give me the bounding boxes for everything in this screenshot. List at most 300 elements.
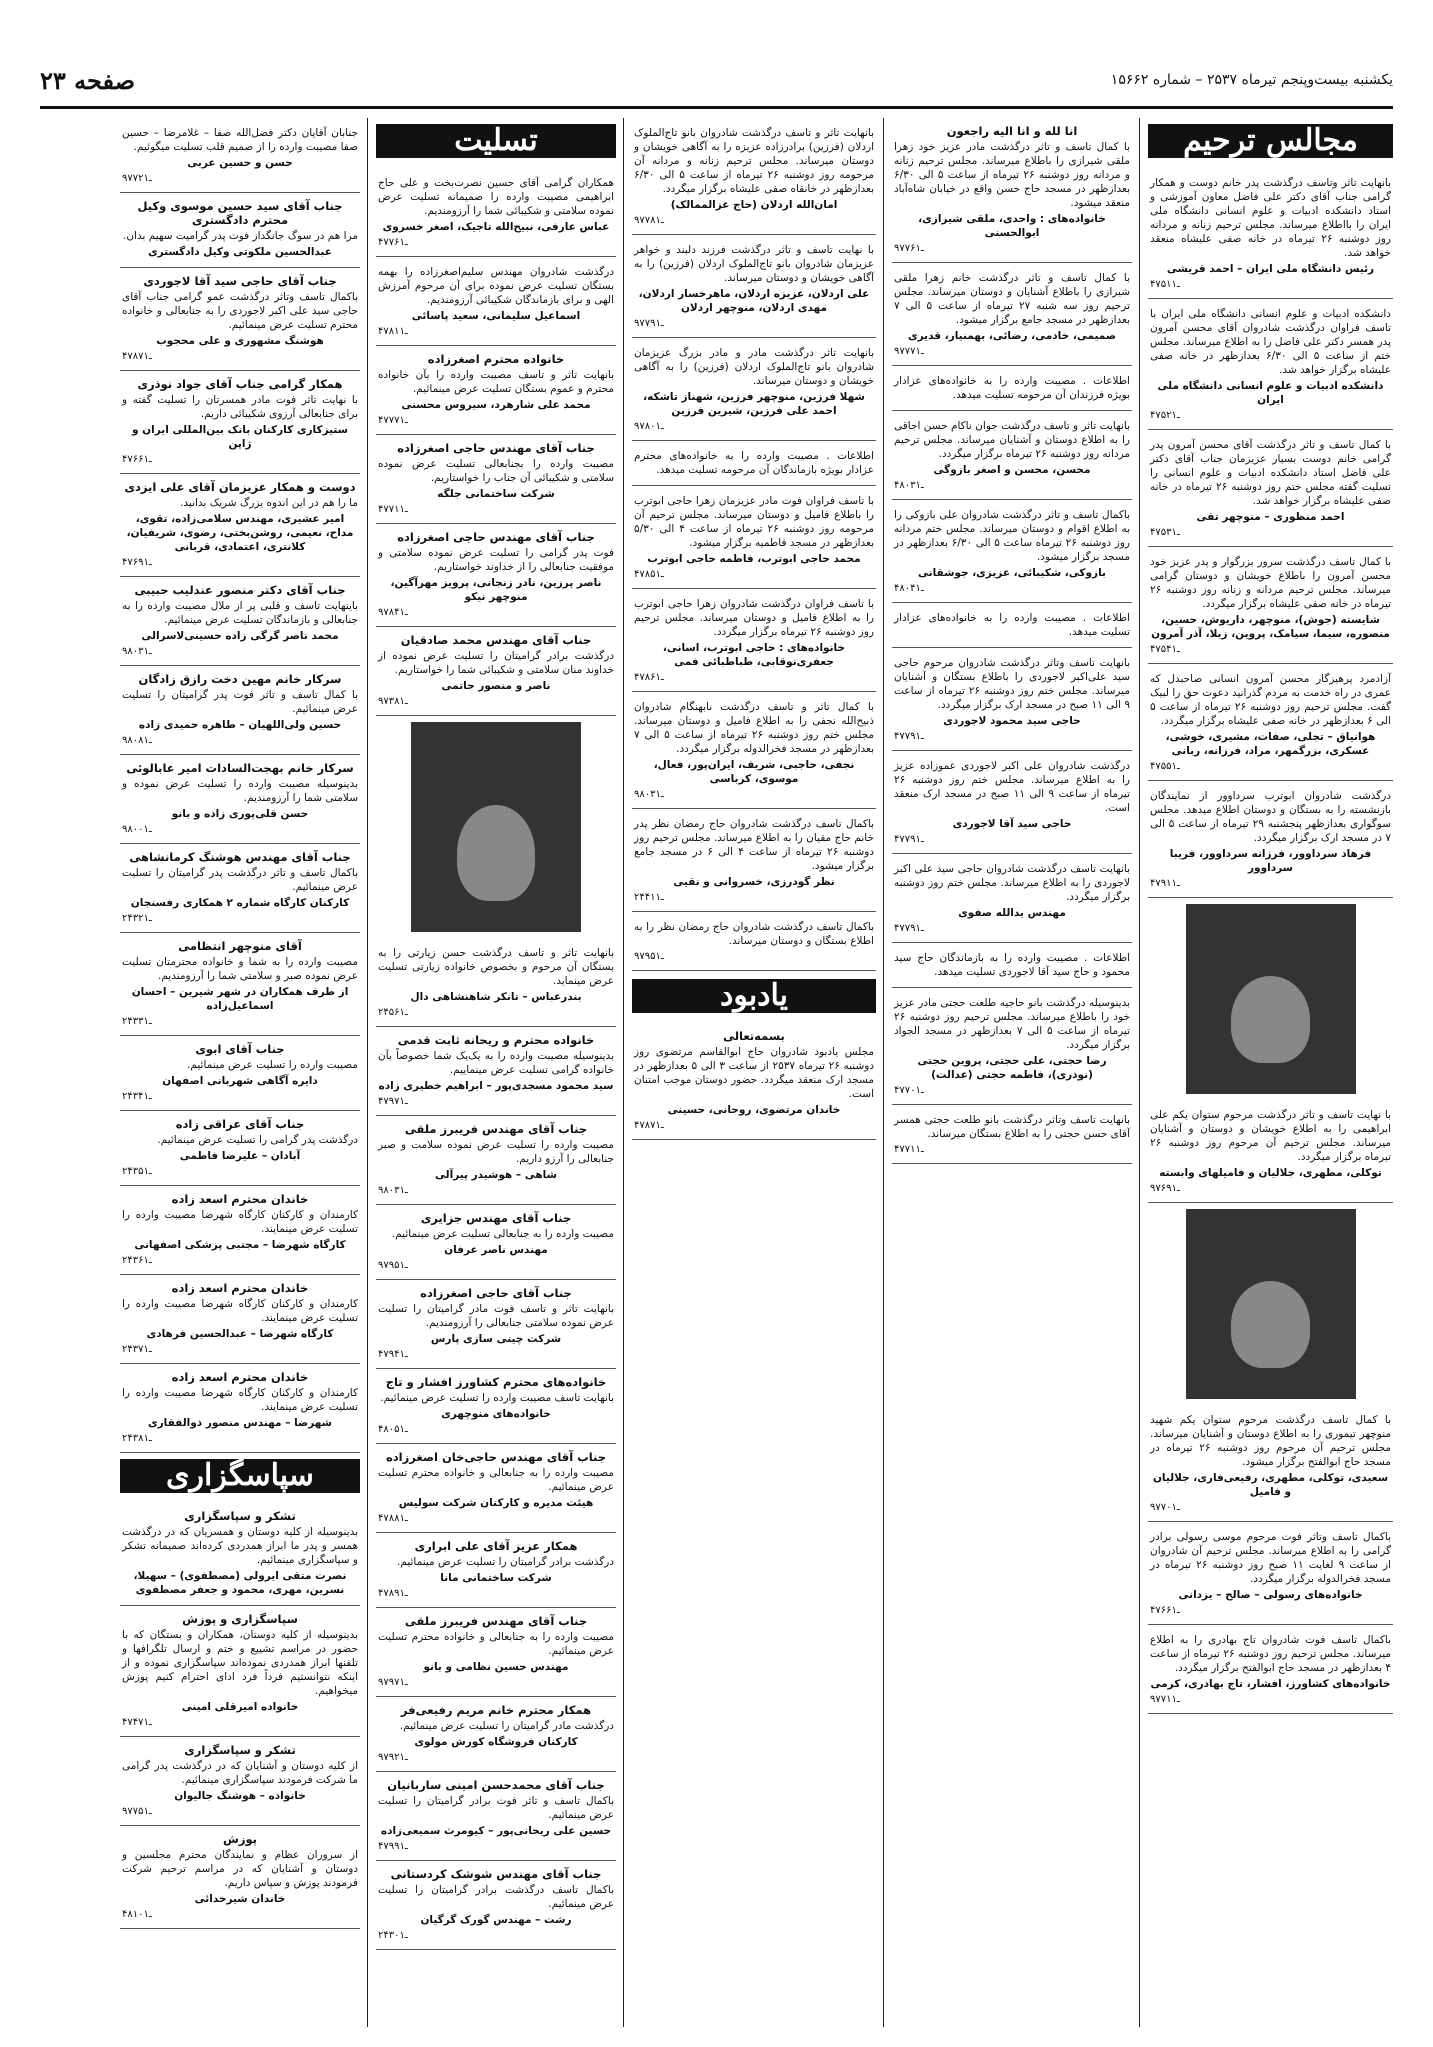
- page-number: صفحه ۲۳: [40, 65, 136, 95]
- notice-sign: هوشنگ مشهوری و علی محجوب: [156, 335, 324, 347]
- notice-title: جناب آقای مهندس جزایری: [420, 1211, 572, 1225]
- notice-sign: محسن، محسن و اصغر بازوگی: [933, 464, 1091, 476]
- notice-code: ۲۴۳۴ـ۱: [122, 1091, 152, 1102]
- notice: [1148, 781, 1393, 898]
- notice-title: سپاسگزاری و پوزش: [182, 1612, 298, 1626]
- notice-title: جناب آقای حاجی اصغرزاده: [420, 1286, 572, 1300]
- notice-body: بانهایت تاسف درگذشت شادروان حاجی سید علی اکبر لاجوردی را به اطلاع میرساند. مجلس ختم روز دوشنبه برگزار میگردد.: [894, 863, 1130, 903]
- notice: [120, 844, 360, 933]
- notice-title: انا لله و انا الیه راجعون: [946, 124, 1078, 138]
- notice: [120, 1503, 360, 1606]
- notice-sign: حسن و حسین عربی: [187, 157, 293, 169]
- notice-code: ۴۷۵۱ـ۱: [1150, 279, 1180, 290]
- notice-sign: هیئت مدیره و کارکنان شرکت سولیس: [398, 1497, 594, 1509]
- notice-body: باکمال تاسف وتاثر درگذشت عمو گرامی جناب آقای حاجی سید علی اکبر لاجوردی را به جنابعالی و خانواده محترم تسلیت عرض مینمائیم.: [122, 291, 358, 331]
- notice-list: [376, 168, 616, 1950]
- notice-code: ۴۷۶۹ـ۱: [122, 557, 152, 568]
- notice: [376, 1772, 616, 1861]
- notice-body: مصیبت وارده را به جنابعالی تسلیت عرض مینمائیم.: [391, 1228, 614, 1240]
- notice-sign: مهندس ناصر عرفان: [444, 1244, 548, 1256]
- notice-body: با کمال تاثر و تاسف درگذشت نابهنگام شادروان ذبیح‌الله نجفی را به اطلاع فامیل و دوستان میرساند. مجلس ختم روز دوشنبه ۲۶ تیرماه از ساعت ۵ الی ۷ بعدازظهر در مسجد فخرالدوله برگزار میگردد.: [634, 701, 874, 755]
- notice-body: بانهایت تاثر و تاسف درگذشت حسن زیارتی را به بستگان آن مرحوم و بخصوص خانواده زیارتی تسلیت عرض مینماید.: [378, 947, 614, 987]
- notice-sign: کارگاه شهرضا – مجتبی پزشکی اصفهانی: [134, 1239, 346, 1251]
- notice-title: سرکار خانم مهین دخت رازق زادگان: [138, 672, 342, 686]
- notice: [892, 263, 1132, 366]
- notice-sign: محمد ناصر گرگی زاده حسینی‌لاسرالی: [141, 630, 339, 642]
- banner-yadbud: یادبود: [632, 979, 876, 1013]
- notice-sign: دایره آگاهی شهربانی اصفهان: [162, 1075, 318, 1087]
- notice-body: اطلاعات . مصیبت وارده را به خانواده‌های عزادار بویژه فرزندان آن مرحومه تسلیت میدهد.: [894, 375, 1130, 401]
- notice: [892, 118, 1132, 263]
- notice-code: ۹۷۹۵ـ۱: [634, 951, 664, 962]
- notice-body: درگذشت شادروان علی اکبر لاجوردی عموزاده عزیز را به اطلاع میرساند. مجلس ختم روز دوشنبه ۲۶ تیرماه از ساعت ۹ الی ۱۱ صبح در مسجد ارک منعقد است.: [894, 760, 1130, 814]
- notice-sign: خانواده‌های : واحدی، ملقی شیرازی، ابوالحسنی: [918, 213, 1106, 239]
- notice-sign: کارکنان فروشگاه کورش مولوی: [414, 1736, 578, 1748]
- notice-body: از سروران عظام و نمایندگان محترم مجلسین و دوستان و آشنایان که در مراسم ترحیم شرکت فرمودند پوزش و سپاس داریم.: [122, 1849, 358, 1889]
- column-divider: [367, 118, 368, 2027]
- notice-body: همکاران گرامی آقای حسین نصرت‌بخت و علی حاج ابراهیمی مصیبت وارده را صمیمانه تسلیت عرض نموده سلامتی و شکیبائی شما را آرزومندیم.: [378, 177, 614, 217]
- notice-list: [1148, 168, 1393, 1714]
- notice: [120, 1111, 360, 1186]
- notice-sign: حاجی سید محمود لاجوردی: [943, 715, 1081, 727]
- notice: [632, 486, 876, 589]
- notice: [120, 1364, 360, 1453]
- notice: [376, 1027, 616, 1116]
- portrait-photo: [1186, 904, 1356, 1094]
- notice: [1148, 547, 1393, 664]
- notice-code: ۹۷۷۹ـ۱: [634, 318, 664, 329]
- notice-title: جناب آقای مهندس فریبرز ملقی: [404, 1122, 588, 1136]
- notice-sign: ستیزکاری کارکنان بانک بین‌المللی ایران و ژاپن: [131, 424, 348, 450]
- notice: [892, 500, 1132, 603]
- notice-body: درگذشت شادروان ابوترب سرداوور از نمایندگان بازنشسته را به بستگان و دوستان اطلاع میدهد. مجلس سوگواری بعدازظهر پنجشنبه ۲۹ تیرماه از ساعت ۵ الی ۷ در مسجد ارک برگزار میگردد.: [1150, 790, 1391, 844]
- notice-body: با نهایت تاسف و تاثر درگذشت مرحوم ستوان یکم علی ابراهیمی را به اطلاع خویشان و دوستان و آشنایان میرساند. مجلس ترحیم آن مرحوم روز دوشنبه ۲۶ تیرماه برگزار میگردد.: [1150, 1109, 1391, 1163]
- notice-body: بانهایت تاثر درگذشت مادر و مادر بزرگ عزیزمان شادروان بانو تاج‌الملوک اردلان (فرزین) را به آگاهی خویشان و دوستان میرساند.: [634, 347, 874, 387]
- notice-sign: هوانیاق – تجلی، صفات، مشیری، خوشی، عسکری، بزرگمهر، مراد، فرزانه، ربانی: [1165, 731, 1376, 757]
- notice-sign: رئیس دانشگاه ملی ایران – احمد قریشی: [1166, 263, 1375, 275]
- notice-code: ۹۸۰۳ـ۱: [122, 646, 152, 657]
- notice-code: ۹۷۷۷ـ۱: [894, 346, 924, 357]
- notice-code: ۹۷۹۵ـ۱: [378, 1260, 408, 1271]
- notice-sign: حسن قلی‌پوری زاده و بانو: [171, 808, 309, 820]
- notice: [892, 943, 1132, 988]
- notice-list: [632, 118, 876, 971]
- notice-body: ما را هم در این اندوه بزرگ شریک بدانید.: [180, 497, 358, 509]
- notice-code: ۴۷۴۷ـ۱: [122, 1717, 152, 1728]
- notice-body: اطلاعات . مصیبت وارده را به بازماندگان حاج سید محمود و حاج سید آقا لاجوردی تسلیت میدهد.: [894, 952, 1130, 978]
- notice-body: با نهایت تاسف و تاثر درگذشت فرزند دلبند و خواهر عزیزمان شادروان بانو تاج‌الملوک اردلان (فرزین) را به آگاهی خویشان و دوستان میرساند.: [634, 244, 874, 284]
- notice-sign: سید محمود مسجدی‌پور – ابراهیم خطیری زاده: [378, 1080, 614, 1092]
- notice: [120, 577, 360, 666]
- notice-body: مصیبت وارده را به جنابعالی و خانواده محترم تسلیت عرض مینمائیم.: [378, 1467, 614, 1493]
- banner-taslit: تسلیت: [376, 124, 616, 158]
- notice-title: جناب آقای حاجی سید آقا لاجوردی: [143, 274, 337, 288]
- notice-title: آقای منوچهر انتظامی: [178, 939, 302, 953]
- notice-body: بانهایت تاثر و تاسف مصیبت وارده را بآن خانواده محترم و عموم بستگان تسلیت عرض مینمائیم.: [378, 369, 614, 395]
- notice-body: درگذشت برادر گرامیتان را تسلیت عرض نموده از خداوند منان سلامتی و شکیبائی شما را خواستاریم.: [378, 650, 614, 676]
- notice-body: بانهایت تاثر و تاسف درگذشت جوان ناکام حسن اجاقی را به اطلاع دوستان و آشنایان میرساند. مجلس ترحیم مردانه روز دوشنبه ۲۶ تیرماه برگزار میگردد.: [894, 420, 1130, 460]
- notice-code: ۹۷۷۶ـ۱: [894, 243, 924, 254]
- notice-body: کارمندان و کارکنان کارگاه شهرضا مصیبت وارده را تسلیت عرض مینمایند.: [122, 1298, 358, 1324]
- notice-code: ۴۸۰۳ـ۱: [894, 480, 924, 491]
- newspaper-header: [40, 60, 1393, 100]
- notice: [1148, 1100, 1393, 1203]
- notice-code: ۴۷۵۴ـ۱: [1150, 644, 1180, 655]
- notice: [1148, 1522, 1393, 1625]
- notice-code: ۴۷۵۲ـ۱: [1150, 410, 1180, 421]
- notice-title: همکار گرامی جناب آقای جواد نوذری: [137, 377, 343, 391]
- notice: [376, 1861, 616, 1950]
- notice-body: باینهایت تاسف و قلبی پر از ملال مصیبت وارده را به جنابعالی و بازماندگان تسلیت عرض مینمائیم.: [122, 600, 358, 626]
- notice: [120, 666, 360, 755]
- notice-code: ۴۷۸۱ـ۱: [378, 326, 408, 337]
- notice-code: ۴۷۷۹ـ۱: [894, 834, 924, 845]
- notice-title: جناب آقای مهندس فریبرز ملقی: [404, 1614, 588, 1628]
- notice: [120, 268, 360, 371]
- notice-sign: بندرعباس – تانکر شاهنشاهی دال: [410, 991, 582, 1003]
- notice: [632, 441, 876, 486]
- notice-body: مصیبت وارده را بجنابعالی تسلیت عرض نموده سلامتی و شکیبائی آن جناب را خواستاریم.: [378, 458, 614, 484]
- notice-code: ۲۴۴۱ـ۱: [634, 892, 664, 903]
- notice: [892, 366, 1132, 411]
- notice-code: ۴۷۶۶ـ۱: [1150, 1605, 1180, 1616]
- notice: [376, 1205, 616, 1280]
- notice-code: ۴۷۸۸ـ۱: [378, 1513, 408, 1524]
- notice: [632, 692, 876, 809]
- notice-body: اطلاعات . مصیبت وارده را به خانواده‌های عزادار تسلیت میدهد.: [894, 612, 1130, 638]
- notice-sign: شاهی – هوشیدر پیرآلی: [435, 1169, 557, 1181]
- notice-list: [120, 118, 360, 1929]
- notice-sign: محمد علی شارهرد، سیروس محسنی: [401, 399, 591, 411]
- notice: [1148, 168, 1393, 299]
- notice-sign: نظر گودرزی، خسروانی و نقیی: [673, 876, 835, 888]
- column-4: [376, 118, 616, 2027]
- notice-code: ۹۷۷۰ـ۱: [1150, 1502, 1180, 1513]
- notice-title: تشکر و سپاسگزاری: [184, 1509, 296, 1523]
- notice-code: ۴۷۵۵ـ۱: [1150, 761, 1180, 772]
- notice-sign: صمیمی، خادمی، رضائی، بهمنیار، قدیری: [908, 330, 1116, 342]
- notice-body: بدینوسیله از کلیه دوستان و همسریان که در درگذشت همسر و پدر ما ابراز همدردی کرده‌اند صمیمانه تشکر و سپاسگزاری مینمائیم.: [122, 1526, 358, 1566]
- notice-code: ۹۸۰۳ـ۱: [378, 1185, 408, 1196]
- notice: [120, 1275, 360, 1364]
- notice-code: ۲۴۳۲ـ۱: [122, 913, 152, 924]
- notice-code: ۴۷۷۹ـ۱: [894, 923, 924, 934]
- notice-body: درگذشت شادروان مهندس سلیم‌اصغرزاده را بهمه بستگان تسلیت عرض نموده برای آن مرحوم آمرزش الهی و برای بازماندگان شکیبائی آرزومندیم.: [378, 266, 614, 306]
- notice-sign: خانواده‌های منوچهری: [441, 1408, 551, 1420]
- notice-code: ۲۴۳۳ـ۱: [122, 1016, 152, 1027]
- notice-sign: حسین ولی‌اللهیان – طاهره حمیدی زاده: [138, 719, 342, 731]
- notice-code: ۹۸۰۳ـ۱: [634, 789, 664, 800]
- notice-body: با نهایت تاثر فوت مادر همسرتان را تسلیت گفته و برای جنابعالی آرزوی شکیبائی داریم.: [122, 394, 358, 420]
- portrait-head: [1231, 976, 1309, 1063]
- notice: [120, 933, 360, 1036]
- notice-sign: خانواده‌های : حاجی ابوترب، اسانی، جعفری‌نوقابی، طباطبائی فمی: [662, 642, 846, 668]
- notice-sign: مهندس یدالله صفوی: [958, 907, 1066, 919]
- notice-sign: شهلا فرزین، منوچهر فرزین، شهناز تاشکه، احمد علی فرزین، شیرین فرزین: [643, 391, 865, 417]
- notice-title: خانواده محترم اصغرزاده: [427, 352, 565, 366]
- notice-body: بدینوسیله مصیبت وارده را تسلیت عرض نموده و سلامتی شما را آرزومندیم.: [122, 778, 358, 804]
- notice-code: ۴۷۹۴ـ۱: [378, 1349, 408, 1360]
- notice-body: بانهایت تاسف وتاثر درگذشت شادروان مرحوم حاجی سید علی‌اکبر لاجوردی را باطلاع بستگان و آشنایان میرساند. مجلس ختم روز دوشنبه ۲۶ تیرماه از ساعت ۹ الی ۱۱ صبح در مسجد ارک برگزار میگردد.: [894, 657, 1130, 711]
- notice-code: ۹۷۷۵ـ۱: [122, 1806, 152, 1817]
- notice-sign: شرکت ساختمانی جلگه: [437, 488, 555, 500]
- notice-code: ۴۷۷۱ـ۱: [894, 1144, 924, 1155]
- notice-sign: دانشکده ادبیات و علوم انسانی دانشگاه ملی ایران: [1157, 380, 1384, 406]
- notice-sign: نصرت متقی ایرولی (مصطفوی) – سهیلا، نسرین، مهری، محمود و جعفر مصطفوی: [133, 1570, 347, 1596]
- notice-body: مرا هم در سوگ جانگداز فوت پدر گرامیت سهیم بدان.: [122, 230, 358, 242]
- notice-title: جناب آقای محمدحسن امینی ساربانیان: [387, 1778, 605, 1792]
- notice-title: جناب آقای عراقی زاده: [175, 1117, 305, 1131]
- notice-code: ۴۷۷۰ـ۱: [894, 1085, 924, 1096]
- notice: [376, 1608, 616, 1697]
- notice-body: مصیبت وارده را تسلیت عرض نموده سلامت و صبر جنابعالی را آرزو داریم.: [378, 1139, 614, 1165]
- notice-body: بدینوسیله درگذشت بانو حاجیه طلعت حجتی مادر عزیز خود را باطلاع میرساند. مجلس ترحیم روز دوشنبه ۲۶ تیرماه از ساعت ۵ الی ۷ بعدازظهر در مسجد الجواد برگزار میگردد.: [894, 997, 1130, 1051]
- notice: [1148, 1625, 1393, 1714]
- notice-code: ۴۷۷۹ـ۱: [894, 731, 924, 742]
- notice: [376, 346, 616, 435]
- notice: [892, 751, 1132, 854]
- notice-sign: امیر عشیری، مهندس سلامی‌زاده، تقوی، مداح، نعیمی، روشن‌بختی، رضوی، شریفیان، کلانتری، اعتمادی، قربانی: [126, 513, 354, 553]
- notice: [632, 338, 876, 441]
- notice-body: مصیبت وارده را تسلیت عرض مینمائیم.: [187, 1059, 358, 1071]
- notice-code: ۹۷۶۹ـ۱: [1150, 1183, 1180, 1194]
- notice-sign: اسماعیل سلیمانی، سعید پاسائی: [411, 310, 581, 322]
- notice-code: ۹۷۸۴ـ۱: [378, 607, 408, 618]
- notice: [376, 627, 616, 716]
- notice-sign: شرکت ساختمانی مانا: [440, 1572, 552, 1584]
- notice-body: کارمندان و کارکنان کارگاه شهرضا مصیبت وارده را تسلیت عرض مینمایند.: [122, 1387, 358, 1413]
- notice-sign: رضا حجتی، علی حجتی، پروین حجتی (نوذری)، فاطمه حجتی (عدالت): [917, 1055, 1107, 1081]
- notice-title: جناب آقای مهندس محمد صادقیان: [400, 633, 592, 647]
- notice-body: آزادمرد پرهیزگار محسن آمرون انسانی صاحبدل که عمری در راه خدمت به مردم گذرانید دعوت حق را لبیک گفت. مجلس ترحیم روز دوشنبه ۲۶ تیرماه از ساعت ۵ الی ۶ بعدازظهر در خانه صفی علیشاه برگزار میگردد.: [1150, 673, 1391, 727]
- notice: [376, 938, 616, 1027]
- notice-sign: عبدالحسین ملکوتی وکیل دادگستری: [148, 246, 332, 258]
- notice: [120, 193, 360, 268]
- notice-sign: شرکت چینی سازی پارس: [430, 1333, 562, 1345]
- notice-body: با کمال تاسف و تاثر درگذشت خانم زهرا ملقی شیرازی را باطلاع آشنایان و دوستان میرساند. مجلس ترحیم روز سه شنبه ۲۷ تیرماه از ساعت ۵ الی ۷ بعدازظهر در مسجد جامع برگزار میشود.: [894, 272, 1130, 326]
- notice: [120, 1036, 360, 1111]
- notice-title: سرکار خانم بهجت‌السادات امیر عابالوئی: [126, 761, 354, 775]
- notice-sign: حسین علی ریحانی‌پور – کیومرث سمیعی‌زاده: [380, 1825, 612, 1837]
- notice-code: ۲۴۳۶ـ۱: [122, 1255, 152, 1266]
- notice: [120, 1737, 360, 1826]
- notice-code: ۹۷۷۲ـ۱: [122, 173, 152, 184]
- notice-code: ۹۷۷۸ـ۱: [634, 215, 664, 226]
- notice-body: باکمال تاسف و تاثر فوت برادر گرامیتان را تسلیت عرض مینمائیم.: [378, 1795, 614, 1821]
- notice: [632, 118, 876, 235]
- notice-code: ۲۴۳۵ـ۱: [122, 1166, 152, 1177]
- notice-body: درگذشت برادر گرامیتان را تسلیت عرض مینمائیم.: [397, 1556, 614, 1568]
- notice: [376, 1533, 616, 1608]
- notice-body: بانهایت تاثر و تاسف درگذشت شادروان بانو تاج‌الملوک اردلان (فرزین) برادرزاده عزیزه را به آگاهی خویشان و دوستان میرساند. مجلس ترحیم زنانه و مردانه آن مرحومه روز دوشنبه ۲۶ تیرماه از ساعت ۵ الی ۶/۳۰ بعدازظهر در خانقاه صفی علیشاه برگزار میگردد.: [634, 127, 875, 195]
- notice: [376, 1116, 616, 1205]
- notice-sign: آبادان – علیرضا فاطمی: [179, 1150, 301, 1162]
- notice-body: فوت پدر گرامی را تسلیت عرض نموده سلامتی و موفقیت جنابعالی را از خداوند خواستاریم.: [378, 547, 614, 573]
- notice-code: ۴۸۰۴ـ۱: [894, 583, 924, 594]
- notice-code: ۴۷۷۷ـ۱: [378, 415, 408, 426]
- header-rule: [40, 106, 1393, 109]
- notice-body: دانشکده ادبیات و علوم انسانی دانشگاه ملی ایران با تاسف فراوان درگذشت شادروان آقای محسن آمرون پدر همسر دکتر علی فاضل را به اطلاع میرساند. مجلس ختم از ساعت ۵ الی ۶/۳۰ بعدازظهر در خانه صفی علیشاه برگزار خواهد شد.: [1150, 308, 1391, 376]
- notice-body: بدینوسیله از کلیه دوستان، همکاران و بستگان که با حضور در مراسم تشییع و ختم و ارسال تلگرافها و تلفنها ابراز همدردی نموده‌اند سپاسگزاری نموده و از اینکه نتوانستیم فرداً فرد ادای احترام کنیم پوزش میخواهیم.: [122, 1629, 358, 1697]
- notice-title: جناب آقای مهندس حاجی اصغرزاده: [397, 530, 595, 544]
- notice-sign: بازوکی، شکیبائی، عزیزی، جوشقانی: [918, 567, 1106, 579]
- notice: [376, 1697, 616, 1772]
- notice-code: ۹۷۹۲ـ۱: [378, 1752, 408, 1763]
- notice-code: ۴۷۹۷ـ۱: [378, 1096, 408, 1107]
- column-divider: [1139, 118, 1140, 2027]
- notice: [1148, 299, 1393, 430]
- notice-body: اطلاعات . مصیبت وارده را به خانواده‌های محترم عزادار بویژه بازماندگان آن مرحومه تسلیت میدهد.: [634, 450, 874, 476]
- notice-code: ۲۴۵۶ـ۱: [378, 1007, 408, 1018]
- notice-body: باکمال تاسف فوت شادروان تاج بهادری را به اطلاع میرساند. مجلس ترحیم روز دوشنبه ۲۶ تیرماه از ساعت ۴ بعدازظهر در مسجد حاج ابوالفتح برگزار میگردد.: [1150, 1634, 1391, 1674]
- column-divider: [623, 118, 624, 2027]
- notice: [632, 809, 876, 912]
- notice-sign: حاجی سید آقا لاجوردی: [952, 818, 1072, 830]
- notice-list: [892, 118, 1132, 1164]
- notice: [376, 1369, 616, 1444]
- notice-sign: کارگاه شهرضا – عبدالحسین فرهادی: [146, 1328, 334, 1340]
- notice-title: خانواده محترم و ریحانه ثابت قدمی: [397, 1033, 595, 1047]
- notice-body: با کمال تاسف و تاثر فوت پدر گرامیتان را تسلیت عرض مینمائیم.: [122, 689, 358, 715]
- notice: [892, 988, 1132, 1105]
- notice-sign: خانواده‌های رسولی – صالح – یزدانی: [1178, 1589, 1363, 1601]
- notice-body: بانهایت تاسف مصیبت وارده را تسلیت عرض مینمائیم.: [380, 1392, 614, 1404]
- notice-sign: ناصر پرزین، نادر زنجانی، پرویز مهرآگین، منوچهر نیکو: [390, 577, 602, 603]
- notice-sign: احمد منظوری – منوچهر تقی: [1196, 511, 1345, 523]
- notice: [892, 411, 1132, 500]
- notice-code: ۴۷۷۱ـ۱: [378, 504, 408, 515]
- notice-code: ۴۷۵۳ـ۱: [1150, 527, 1180, 538]
- notice: [1148, 1405, 1393, 1522]
- notice-sign: از طرف همکاران در شهر شیرین – احسان اسماعیل‌زاده: [131, 986, 349, 1012]
- notice-sign: رشت – مهندس گورک گرگیان: [420, 1914, 572, 1926]
- notice-title: تشکر و سپاسگزاری: [184, 1743, 296, 1757]
- notice-title: جناب آقای مهندس حاجی اصغرزاده: [397, 441, 595, 455]
- notice-sign: خاندان شیرخدائی: [194, 1893, 286, 1905]
- notice-code: ۴۷۶۶ـ۱: [122, 454, 152, 465]
- notice-body: با تاسف فراوان فوت مادر عزیزمان زهرا حاجی ابوترب را باطلاع فامیل و دوستان میرساند. مجلس ترحیم آن مرحومه روز دوشنبه ۲۶ تیرماه از ساعت ۴ الی ۵/۳۰ بعدازظهر در مسجد فاطمیه برگزار میشود.: [634, 495, 875, 549]
- notice-title: خاندان محترم اسعد زاده: [171, 1370, 309, 1384]
- notice-sign: کارکنان کارگاه شماره ۲ همکاری رفسنجان: [130, 897, 350, 909]
- column-2: [892, 118, 1132, 2027]
- notice-body: با کمال تاسف و تاثر درگذشت آقای محسن آمرون پدر گرامی خانم دوست بسیار عزیزمان جناب آقای دکتر علی فاضل استاد دانشکده ادبیات و علوم انسانی را تسلیت گفته مجلس ختم روز دوشنبه ۲۶ تیرماه در خانه صفی علیشاه برگزار خواهد شد.: [1150, 439, 1391, 507]
- notice: [376, 257, 616, 346]
- notice-sign: خانواده‌های کشاورز، افشار، تاج بهادری، کرمی: [1150, 1678, 1391, 1690]
- notice-body: باکمال تاسف و تاثر درگذشت پدر گرامیتان را تسلیت عرض مینمائیم.: [122, 867, 358, 893]
- notice-body: با کمال تاسف و تاثر درگذشت مادر عزیز خود زهرا ملقی شیرازی را باطلاع میرساند. مجلس ترحیم زنانه و مردانه روز دوشنبه ۲۶ تیرماه از ساعت ۵ الی ۶/۳۰ بعدازظهر در مسجد حاج حسن واقع در خیابان شاه‌آباد منعقد میشود.: [894, 141, 1130, 209]
- notice-body: باکمال تاسف و تاثر درگذشت شادروان علی بازوکی را به اطلاع اقوام و دوستان میرساند. مجلس ختم مردانه روز دوشنبه ۲۶ تیرماه ساعت ۵ الی ۶/۳۰ بعدازظهر در مسجد برگزار میشود.: [894, 509, 1130, 563]
- notice-code: ۴۷۹۹ـ۱: [378, 1841, 408, 1852]
- notice: [120, 474, 360, 577]
- issue-date: یکشنبه بیست‌وپنجم تیرماه ۲۵۳۷ – شماره ۱۵۶۶۲: [1110, 72, 1393, 88]
- notice: [376, 435, 616, 524]
- notice: [120, 118, 360, 193]
- notice-code: ۲۴۳۰ـ۱: [378, 1930, 408, 1941]
- notice: [120, 755, 360, 844]
- notice-body: درگذشت پدر گرامی را تسلیت عرض مینمائیم.: [157, 1134, 358, 1146]
- notice-title: خاندان محترم اسعد زاده: [171, 1281, 309, 1295]
- notice-body: مصیبت وارده را به جنابعالی و خانواده محترم تسلیت عرض مینمائیم.: [378, 1631, 614, 1657]
- notice-sign: شهرضا – مهندس منصور ذوالفقاری: [148, 1417, 332, 1429]
- banner-sepasgozari: سپاسگزاری: [120, 1459, 360, 1493]
- notice-title: جناب آقای مهندس حاجی‌خان اصغرزاده: [385, 1450, 607, 1464]
- notice-code: ۴۷۸۹ـ۱: [378, 1588, 408, 1599]
- notice: [1148, 664, 1393, 781]
- yadbud-notice: بسمه‌تعالی مجلس یادبود شادروان حاج ابوالقاسم مرتضوی روز دوشنبه ۲۶ تیرماه ۲۵۳۷ از ساعت ۳ الی ۵ بعدازظهر در مسجد ارک منعقد میگردد. حضور دوستان موجب امتنان است. خاندان مرتضوی، روحانی، حسینی ۴۷۸۷ـ۱: [632, 1023, 876, 1140]
- notice: [376, 1444, 616, 1533]
- notice-sign: امان‌الله اردلان (حاج عزالممالک): [670, 199, 838, 211]
- notice: [120, 1606, 360, 1737]
- notice-body: با تاسف فراوان درگذشت شادروان زهرا حاجی ابوترب را به اطلاع فامیل و دوستان میرساند. مجلس ترحیم روز دوشنبه ۲۶ تیرماه برگزار میگردد.: [634, 598, 874, 638]
- column-3: [632, 118, 876, 2027]
- notice-code: ۴۷۸۷ـ۱: [122, 351, 152, 362]
- notice-code: ۴۷۸۶ـ۱: [634, 672, 664, 683]
- notice-code: ۹۸۰۸ـ۱: [122, 735, 152, 746]
- notice-code: ۹۷۳۸ـ۱: [378, 696, 408, 707]
- banner-majalis: مجالس ترحیم: [1148, 124, 1393, 158]
- notice: [120, 1826, 360, 1929]
- notice-body: بدینوسیله مصیبت وارده را به یک‌یک شما خصوصاً بآن خانواده گرامی تسلیت عرض مینماییم.: [378, 1050, 614, 1076]
- notice-body: با کمال تاسف درگذشت سرور بزرگوار و پدر عزیز خود محسن آمرون را باطلاع خویشان و دوستان گرامی میرساند. مجلس ترحیم مردانه و زنانه روز دوشنبه ۲۶ تیرماه در خانه صفی علیشاه برگزار میگردد.: [1150, 556, 1391, 610]
- notice-body: باکمال تاسف وتاثر فوت مرحوم موسی رسولی برادر گرامی را به اطلاع میرساند. مجلس ترحیم آن شادروان از ساعت ۹ لغایت ۱۱ صبح روز دوشنبه ۲۶ تیرماه در مسجد فخرالدوله برگزار میگردد.: [1150, 1531, 1391, 1585]
- notice-body: بانهایت تاثر و تاسف فوت مادر گرامیتان را تسلیت عرض نموده سلامتی جنابعالی را آرزومندیم.: [378, 1303, 614, 1329]
- portrait-photo: [1186, 1209, 1356, 1399]
- notice-title: خانواده‌های محترم کشاورز افشار و تاج: [385, 1375, 607, 1389]
- notice-sign: خانواده امیرقلی امینی: [181, 1701, 299, 1713]
- notice-sign: محمد حاجی ابوترب، فاطمه حاجی ابوترب: [647, 553, 861, 565]
- notice-code: ۴۷۹۱ـ۱: [1150, 878, 1180, 889]
- notice-title: پوزش: [222, 1832, 258, 1846]
- notice-sign: عباس عارفی، نبیح‌الله تاجیک، اصغر خسروی: [382, 221, 610, 233]
- notice-body: کارمندان و کارکنان کارگاه شهرضا مصیبت وارده را تسلیت عرض مینمایند.: [122, 1209, 358, 1235]
- notice-body: بانهایت تاثر وتاسف درگذشت پدر خانم دوست و همکار گرامی جناب آقای دکتر علی فاضل معاون آموزشی و استاد دانشکده ادبیات و علوم انسانی دانشگاه ملی ایران را بااطلاع میرساند. مجلس ترحیم زنانه و مردانه روز دوشنبه ۲۶ تیرماه در خانه صفی علیشاه منعقد خواهد شد.: [1150, 177, 1391, 259]
- notice-title: خاندان محترم اسعد زاده: [171, 1192, 309, 1206]
- notice-body: از کلیه دوستان و آشنایان که در درگذشت پدر گرامی ما شرکت فرمودند سپاسگزاری مینمائیم.: [122, 1760, 358, 1786]
- notice: [1148, 430, 1393, 547]
- notice-code: ۴۸۱۰ـ۱: [122, 1909, 152, 1920]
- notice-body: درگذشت مادر گرامیتان را تسلیت عرض مینمائیم.: [399, 1720, 614, 1732]
- notice: [892, 648, 1132, 751]
- notice-body: باکمال تاسف درگذشت شادروان حاج رمضان نظر پدر خانم حاج مقیان را به اطلاع میرساند. مجلس ترحیم روز دوشنبه ۲۶ تیرماه از ساعت ۴ الی ۶ در مسجد جامع برگزار میشود.: [634, 818, 875, 872]
- notice: [632, 589, 876, 692]
- notice: [632, 235, 876, 338]
- notice-sign: توکلی، مطهری، جلالیان و فامیلهای وابسته: [1159, 1167, 1382, 1179]
- notice-title: جناب آقای مهندس هوشنگ کرمانشاهی: [129, 850, 351, 864]
- notice-body: با کمال تاسف درگذشت مرحوم ستوان یکم شهید منوچهر تیموری را به اطلاع دوستان و آشنایان میرساند. مجلس ترحیم آن مرحوم روز دوشنبه ۲۶ تیرماه در مسجد حاج ابوالفتح برگزار میشود.: [1150, 1414, 1391, 1468]
- notice: [892, 603, 1132, 648]
- notice-code: ۹۷۸۰ـ۱: [634, 421, 664, 432]
- notice: [120, 371, 360, 474]
- notice-title: جناب آقای مهندس شوشک کردستانی: [390, 1867, 602, 1881]
- notice-sign: خانواده – هوشنگ جالیوان: [174, 1790, 306, 1802]
- notice-title: همکار عزیز آقای علی ابراری: [414, 1539, 578, 1553]
- notice-body: باکمال تاسف درگذشت شادروان حاج رمضان نظر را به اطلاع بستگان و دوستان میرساند.: [634, 921, 874, 947]
- notice-title: دوست و همکار عزیزمان آقای علی ایزدی: [124, 480, 356, 494]
- portrait-head: [457, 805, 535, 902]
- portrait-head: [1231, 1281, 1309, 1368]
- notice: [376, 168, 616, 257]
- notice-title: جناب آقای ابوی: [195, 1042, 285, 1056]
- notice-sign: ناصر و منصور حاتمی: [441, 680, 551, 692]
- notice-body: مصیبت وارده را به شما و خانواده محترمتان تسلیت عرض نموده صبر و سلامتی شما را آرزومندیم.: [122, 956, 358, 982]
- notice-sign: علی اردلان، عزیزه اردلان، ماهرخسار اردلان، مهدی اردلان، منوچهر اردلان: [638, 288, 870, 314]
- notice-code: ۴۸۰۵ـ۱: [378, 1424, 408, 1435]
- notice-code: ۲۴۳۷ـ۱: [122, 1344, 152, 1355]
- notice: [376, 524, 616, 627]
- notice-sign: مهندس حسین نظامی و بانو: [423, 1661, 569, 1673]
- notice-body: جنابان آقایان دکتر فضل‌الله صفا – غلامرضا – حسین صفا مصیبت وارده را از صمیم قلب تسلیت میگوئیم.: [122, 127, 358, 153]
- notice-title: جناب آقای سید حسین موسوی وکیل محترم دادگستری: [137, 199, 343, 227]
